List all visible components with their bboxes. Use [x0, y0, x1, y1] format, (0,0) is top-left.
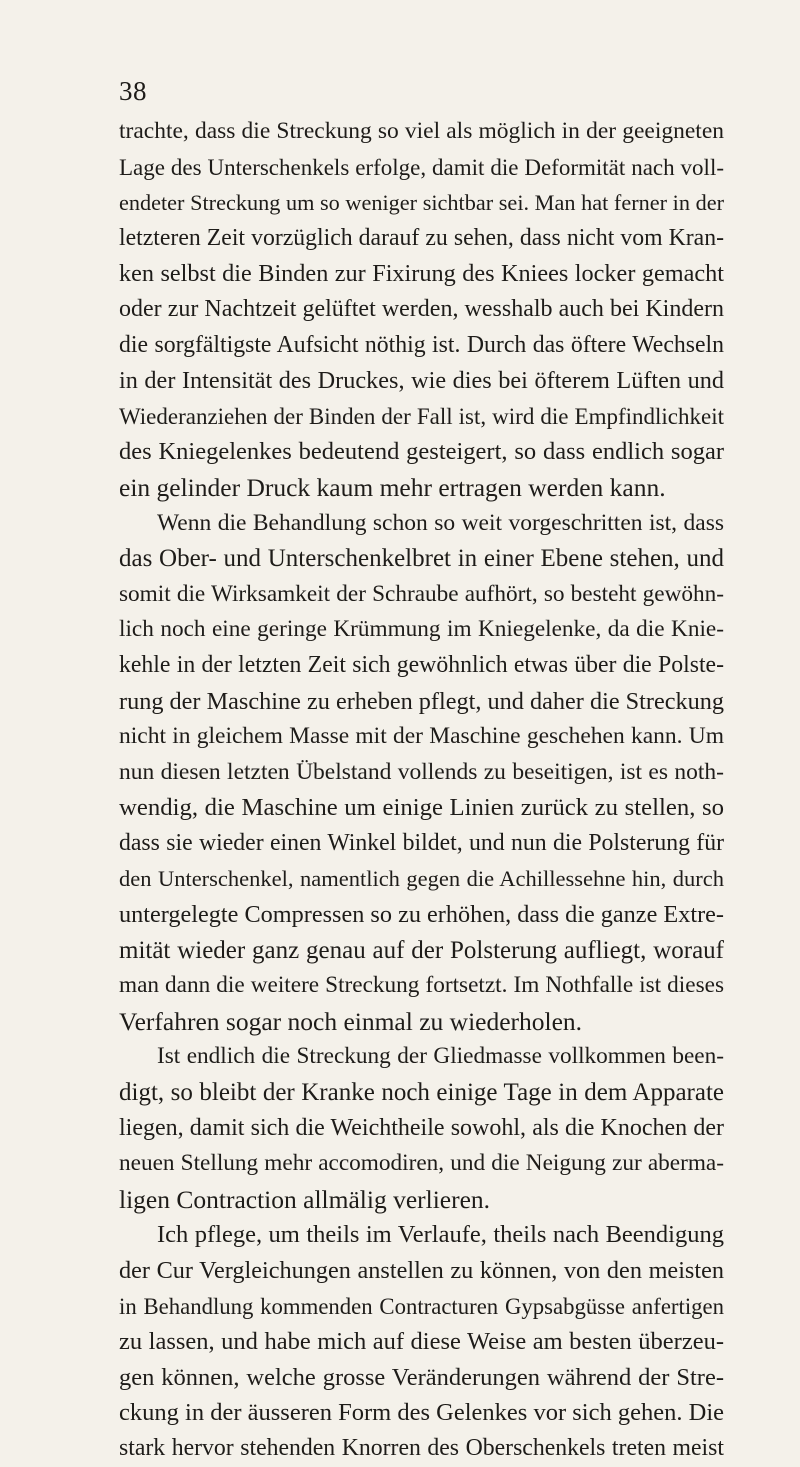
text-line: ligen Contraction allmälig verlieren. — [119, 1184, 491, 1214]
text-line: ckung in der äusseren Form des Gelenkes vor sich gehen. Die — [119, 1399, 724, 1427]
text-line: endeter Streckung um so weniger sichtbar sei. Man hat ferner in der — [119, 190, 724, 216]
text-line: des Kniegelenkes bedeutend gesteigert, so dass endlich sogar — [119, 438, 724, 466]
text-line: liegen, damit sich die Weichtheile sowohl, als die Knochen der — [119, 1114, 724, 1141]
text-line: man dann die weitere Streckung fortsetzt. Im Nothfalle ist dieses — [119, 972, 724, 999]
text-line: Verfahren sogar noch einmal zu wiederholen. — [119, 1006, 583, 1036]
text-line: trachte, dass die Streckung so viel als möglich in der geeigneten — [119, 118, 724, 144]
text-line: dass sie wieder einen Winkel bildet, und nun die Polsterung für — [119, 829, 724, 856]
body-text — [119, 114, 724, 1467]
text-line: untergelegte Compressen so zu erhöhen, dass die ganze Extre- — [119, 901, 724, 929]
text-line: zu lassen, und habe mich auf diese Weise am besten überzeu- — [119, 1328, 724, 1356]
text-line: letzteren Zeit vorzüglich darauf zu sehen, dass nicht vom Kran- — [119, 224, 724, 251]
text-line: rung der Maschine zu erheben pflegt, und daher die Streckung — [119, 687, 724, 715]
text-line: lich noch eine geringe Krümmung im Kniegelenke, da die Knie- — [119, 616, 724, 643]
text-line: digt, so bleibt der Kranke noch einige Tage in dem Apparate — [119, 1079, 724, 1107]
text-line: wendig, die Maschine um einige Linien zurück zu stellen, so — [119, 794, 724, 822]
text-line: nun diesen letzten Übelstand vollends zu beseitigen, ist es noth- — [119, 758, 724, 785]
text-line: ein gelinder Druck kaum mehr ertragen werden kann. — [119, 472, 666, 502]
text-line: mität wieder ganz genau auf der Polsterung aufliegt, worauf — [119, 936, 724, 964]
text-line: ken selbst die Binden zur Fixirung des Kniees locker gemacht — [119, 260, 724, 288]
text-line: gen können, welche grosse Veränderungen während der Stre- — [119, 1363, 724, 1391]
text-line: die sorgfältigste Aufsicht nöthig ist. Durch das öftere Wechseln — [119, 331, 724, 358]
text-line: Lage des Unterschenkels erfolge, damit die Deformität nach voll- — [119, 154, 724, 180]
text-line: das Ober- und Unterschenkelbret in einer Ebene stehen, und — [119, 545, 724, 573]
text-line: stark hervor stehenden Knorren des Oberschenkels treten meist — [119, 1434, 724, 1461]
text-line: kehle in der letzten Zeit sich gewöhnlich etwas über die Polste- — [119, 651, 724, 678]
text-line: in der Intensität des Druckes, wie dies bei öfterem Lüften und — [119, 367, 724, 395]
text-line: oder zur Nachtzeit gelüftet werden, wesshalb auch bei Kindern — [119, 295, 724, 322]
text-line: in Behandlung kommenden Contracturen Gypsabgüsse anfertigen — [119, 1293, 724, 1319]
text-line: Ist endlich die Streckung der Gliedmasse vollkommen been- — [157, 1043, 724, 1070]
text-line: der Cur Vergleichungen anstellen zu können, von den meisten — [119, 1257, 724, 1284]
text-line: somit die Wirksamkeit der Schraube aufhört, so besteht gewöhn- — [119, 580, 724, 607]
text-line: Wenn die Behandlung schon so weit vorgeschritten ist, dass — [157, 509, 724, 536]
text-line: nicht in gleichem Masse mit der Maschine geschehen kann. Um — [119, 723, 724, 750]
text-line: Wiederanziehen der Binden der Fall ist, wird die Empfindlichkeit — [119, 403, 724, 429]
text-line: Ich pflege, um theils im Verlaufe, theils nach Beendigung — [157, 1221, 724, 1249]
page-number: 38 — [119, 76, 147, 106]
text-line: den Unterschenkel, namentlich gegen die Achillessehne hin, durch — [119, 866, 724, 892]
text-line: neuen Stellung mehr accomodiren, und die Neigung zur aberma- — [119, 1150, 724, 1177]
